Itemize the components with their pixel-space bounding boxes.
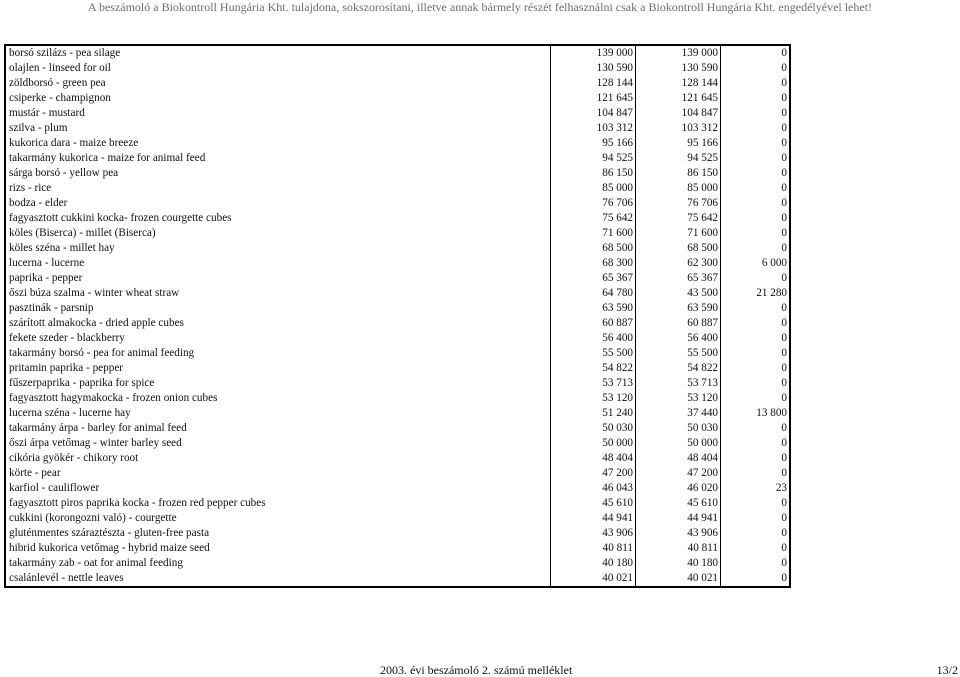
product-name-cell: fagyasztott cukkini kocka- frozen courgette cubes <box>5 211 551 226</box>
table-row <box>5 256 790 271</box>
total-quantity-cell: 65 367 <box>551 271 636 286</box>
conversion-quantity-cell: 0 <box>721 376 791 391</box>
table-row <box>5 451 790 466</box>
conversion-quantity-cell: 0 <box>721 316 791 331</box>
total-quantity-cell: 47 200 <box>551 466 636 481</box>
total-quantity-cell: 50 000 <box>551 436 636 451</box>
table-row <box>5 91 790 106</box>
conversion-quantity-cell: 0 <box>721 61 791 76</box>
conversion-quantity-cell: 0 <box>721 196 791 211</box>
total-quantity-cell: 104 847 <box>551 106 636 121</box>
product-name-cell: szárított almakocka - dried apple cubes <box>5 316 551 331</box>
product-name-cell: cikória gyökér - chikory root <box>5 451 551 466</box>
conversion-quantity-cell: 0 <box>721 331 791 346</box>
conversion-quantity-cell: 0 <box>721 466 791 481</box>
conversion-quantity-cell: 0 <box>721 76 791 91</box>
organic-quantity-cell: 103 312 <box>636 121 721 136</box>
table-row <box>5 136 790 151</box>
conversion-quantity-cell: 0 <box>721 166 791 181</box>
table-row <box>5 556 790 571</box>
table-row <box>5 241 790 256</box>
conversion-quantity-cell: 0 <box>721 121 791 136</box>
product-name-cell: pritamin paprika - pepper <box>5 361 551 376</box>
conversion-quantity-cell: 0 <box>721 151 791 166</box>
organic-quantity-cell: 48 404 <box>636 451 721 466</box>
product-name-cell: olajlen - linseed for oil <box>5 61 551 76</box>
total-quantity-cell: 85 000 <box>551 181 636 196</box>
table-row <box>5 511 790 526</box>
organic-quantity-cell: 55 500 <box>636 346 721 361</box>
conversion-quantity-cell: 0 <box>721 511 791 526</box>
organic-quantity-cell: 40 811 <box>636 541 721 556</box>
product-table-container <box>4 44 791 588</box>
organic-quantity-cell: 68 500 <box>636 241 721 256</box>
table-row <box>5 301 790 316</box>
conversion-quantity-cell: 0 <box>721 436 791 451</box>
total-quantity-cell: 46 043 <box>551 481 636 496</box>
total-quantity-cell: 40 811 <box>551 541 636 556</box>
conversion-quantity-cell: 0 <box>721 241 791 256</box>
product-name-cell: kukorica dara - maize breeze <box>5 136 551 151</box>
total-quantity-cell: 95 166 <box>551 136 636 151</box>
conversion-quantity-cell: 0 <box>721 271 791 286</box>
table-row <box>5 571 790 587</box>
total-quantity-cell: 53 713 <box>551 376 636 391</box>
table-row <box>5 316 790 331</box>
table-row <box>5 211 790 226</box>
total-quantity-cell: 56 400 <box>551 331 636 346</box>
organic-quantity-cell: 37 440 <box>636 406 721 421</box>
table-row <box>5 45 790 61</box>
organic-quantity-cell: 56 400 <box>636 331 721 346</box>
total-quantity-cell: 55 500 <box>551 346 636 361</box>
organic-quantity-cell: 86 150 <box>636 166 721 181</box>
total-quantity-cell: 63 590 <box>551 301 636 316</box>
total-quantity-cell: 54 822 <box>551 361 636 376</box>
table-row <box>5 376 790 391</box>
total-quantity-cell: 68 500 <box>551 241 636 256</box>
total-quantity-cell: 103 312 <box>551 121 636 136</box>
organic-quantity-cell: 76 706 <box>636 196 721 211</box>
page-number: 13/2 <box>936 663 958 677</box>
table-row <box>5 436 790 451</box>
product-name-cell: fűszerpaprika - paprika for spice <box>5 376 551 391</box>
product-name-cell: pasztinák - parsnip <box>5 301 551 316</box>
product-name-cell: szilva - plum <box>5 121 551 136</box>
table-row <box>5 496 790 511</box>
table-row <box>5 331 790 346</box>
table-row <box>5 466 790 481</box>
table-row <box>5 541 790 556</box>
total-quantity-cell: 128 144 <box>551 76 636 91</box>
conversion-quantity-cell: 13 800 <box>721 406 791 421</box>
product-name-cell: csiperke - champignon <box>5 91 551 106</box>
conversion-quantity-cell: 0 <box>721 361 791 376</box>
table-row <box>5 226 790 241</box>
table-row <box>5 61 790 76</box>
product-name-cell: hibrid kukorica vetőmag - hybrid maize seed <box>5 541 551 556</box>
table-row <box>5 346 790 361</box>
conversion-quantity-cell: 0 <box>721 211 791 226</box>
product-name-cell: rizs - rice <box>5 181 551 196</box>
conversion-quantity-cell: 0 <box>721 106 791 121</box>
organic-quantity-cell: 95 166 <box>636 136 721 151</box>
conversion-quantity-cell: 0 <box>721 541 791 556</box>
conversion-quantity-cell: 0 <box>721 556 791 571</box>
product-name-cell: körte - pear <box>5 466 551 481</box>
conversion-quantity-cell: 0 <box>721 571 791 587</box>
organic-quantity-cell: 54 822 <box>636 361 721 376</box>
product-name-cell: sárga borsó - yellow pea <box>5 166 551 181</box>
organic-quantity-cell: 43 906 <box>636 526 721 541</box>
table-row <box>5 481 790 496</box>
product-name-cell: gluténmentes száraztészta - gluten-free pasta <box>5 526 551 541</box>
table-row <box>5 196 790 211</box>
organic-quantity-cell: 50 000 <box>636 436 721 451</box>
product-name-cell: takarmány zab - oat for animal feeding <box>5 556 551 571</box>
total-quantity-cell: 48 404 <box>551 451 636 466</box>
total-quantity-cell: 53 120 <box>551 391 636 406</box>
product-name-cell: köles (Biserca) - millet (Biserca) <box>5 226 551 241</box>
organic-quantity-cell: 63 590 <box>636 301 721 316</box>
table-row <box>5 76 790 91</box>
product-name-cell: őszi búza szalma - winter wheat straw <box>5 286 551 301</box>
organic-quantity-cell: 46 020 <box>636 481 721 496</box>
conversion-quantity-cell: 0 <box>721 301 791 316</box>
footer-annex-label: 2003. évi beszámoló 2. számú melléklet <box>380 663 573 677</box>
organic-quantity-cell: 75 642 <box>636 211 721 226</box>
total-quantity-cell: 139 000 <box>551 45 636 61</box>
organic-quantity-cell: 53 120 <box>636 391 721 406</box>
total-quantity-cell: 40 180 <box>551 556 636 571</box>
total-quantity-cell: 43 906 <box>551 526 636 541</box>
table-row <box>5 151 790 166</box>
total-quantity-cell: 44 941 <box>551 511 636 526</box>
table-row <box>5 106 790 121</box>
organic-quantity-cell: 50 030 <box>636 421 721 436</box>
organic-quantity-cell: 139 000 <box>636 45 721 61</box>
organic-quantity-cell: 40 180 <box>636 556 721 571</box>
table-row <box>5 406 790 421</box>
conversion-quantity-cell: 0 <box>721 136 791 151</box>
copyright-notice: A beszámoló a Biokontroll Hungária Kht. tulajdona, sokszorosítani, illetve annak bármely részét felhasználni csak a Biokontroll Hungária Kht. engedélyével lehet! <box>87 0 873 14</box>
conversion-quantity-cell: 0 <box>721 181 791 196</box>
product-name-cell: mustár - mustard <box>5 106 551 121</box>
conversion-quantity-cell: 0 <box>721 421 791 436</box>
total-quantity-cell: 68 300 <box>551 256 636 271</box>
product-name-cell: cukkini (korongozni való) - courgette <box>5 511 551 526</box>
conversion-quantity-cell: 6 000 <box>721 256 791 271</box>
total-quantity-cell: 86 150 <box>551 166 636 181</box>
product-name-cell: fagyasztott piros paprika kocka - frozen red pepper cubes <box>5 496 551 511</box>
table-row <box>5 391 790 406</box>
conversion-quantity-cell: 0 <box>721 526 791 541</box>
conversion-quantity-cell: 0 <box>721 451 791 466</box>
product-name-cell: köles széna - millet hay <box>5 241 551 256</box>
total-quantity-cell: 76 706 <box>551 196 636 211</box>
conversion-quantity-cell: 0 <box>721 391 791 406</box>
product-name-cell: karfiol - cauliflower <box>5 481 551 496</box>
table-row <box>5 286 790 301</box>
table-row <box>5 181 790 196</box>
product-name-cell: paprika - pepper <box>5 271 551 286</box>
total-quantity-cell: 94 525 <box>551 151 636 166</box>
product-quantity-table <box>4 44 791 588</box>
organic-quantity-cell: 43 500 <box>636 286 721 301</box>
product-name-cell: lucerna széna - lucerne hay <box>5 406 551 421</box>
product-name-cell: lucerna - lucerne <box>5 256 551 271</box>
product-name-cell: takarmány kukorica - maize for animal feed <box>5 151 551 166</box>
organic-quantity-cell: 60 887 <box>636 316 721 331</box>
product-table-body <box>5 45 790 587</box>
organic-quantity-cell: 62 300 <box>636 256 721 271</box>
product-name-cell: takarmány borsó - pea for animal feeding <box>5 346 551 361</box>
organic-quantity-cell: 128 144 <box>636 76 721 91</box>
conversion-quantity-cell: 0 <box>721 45 791 61</box>
total-quantity-cell: 130 590 <box>551 61 636 76</box>
organic-quantity-cell: 53 713 <box>636 376 721 391</box>
total-quantity-cell: 45 610 <box>551 496 636 511</box>
organic-quantity-cell: 40 021 <box>636 571 721 587</box>
conversion-quantity-cell: 0 <box>721 91 791 106</box>
total-quantity-cell: 64 780 <box>551 286 636 301</box>
table-row <box>5 526 790 541</box>
total-quantity-cell: 60 887 <box>551 316 636 331</box>
organic-quantity-cell: 130 590 <box>636 61 721 76</box>
total-quantity-cell: 75 642 <box>551 211 636 226</box>
total-quantity-cell: 40 021 <box>551 571 636 587</box>
product-name-cell: borsó szilázs - pea silage <box>5 45 551 61</box>
product-name-cell: fagyasztott hagymakocka - frozen onion cubes <box>5 391 551 406</box>
conversion-quantity-cell: 0 <box>721 496 791 511</box>
total-quantity-cell: 121 645 <box>551 91 636 106</box>
table-row <box>5 271 790 286</box>
product-name-cell: takarmány árpa - barley for animal feed <box>5 421 551 436</box>
conversion-quantity-cell: 21 280 <box>721 286 791 301</box>
organic-quantity-cell: 44 941 <box>636 511 721 526</box>
table-row <box>5 121 790 136</box>
organic-quantity-cell: 65 367 <box>636 271 721 286</box>
conversion-quantity-cell: 23 <box>721 481 791 496</box>
conversion-quantity-cell: 0 <box>721 226 791 241</box>
product-name-cell: csalánlevél - nettle leaves <box>5 571 551 587</box>
total-quantity-cell: 51 240 <box>551 406 636 421</box>
organic-quantity-cell: 94 525 <box>636 151 721 166</box>
product-name-cell: bodza - elder <box>5 196 551 211</box>
organic-quantity-cell: 121 645 <box>636 91 721 106</box>
table-row <box>5 166 790 181</box>
organic-quantity-cell: 45 610 <box>636 496 721 511</box>
organic-quantity-cell: 71 600 <box>636 226 721 241</box>
total-quantity-cell: 71 600 <box>551 226 636 241</box>
total-quantity-cell: 50 030 <box>551 421 636 436</box>
product-name-cell: őszi árpa vetőmag - winter barley seed <box>5 436 551 451</box>
organic-quantity-cell: 85 000 <box>636 181 721 196</box>
table-row <box>5 421 790 436</box>
conversion-quantity-cell: 0 <box>721 346 791 361</box>
table-row <box>5 361 790 376</box>
product-name-cell: fekete szeder - blackberry <box>5 331 551 346</box>
product-name-cell: zöldborsó - green pea <box>5 76 551 91</box>
organic-quantity-cell: 104 847 <box>636 106 721 121</box>
organic-quantity-cell: 47 200 <box>636 466 721 481</box>
